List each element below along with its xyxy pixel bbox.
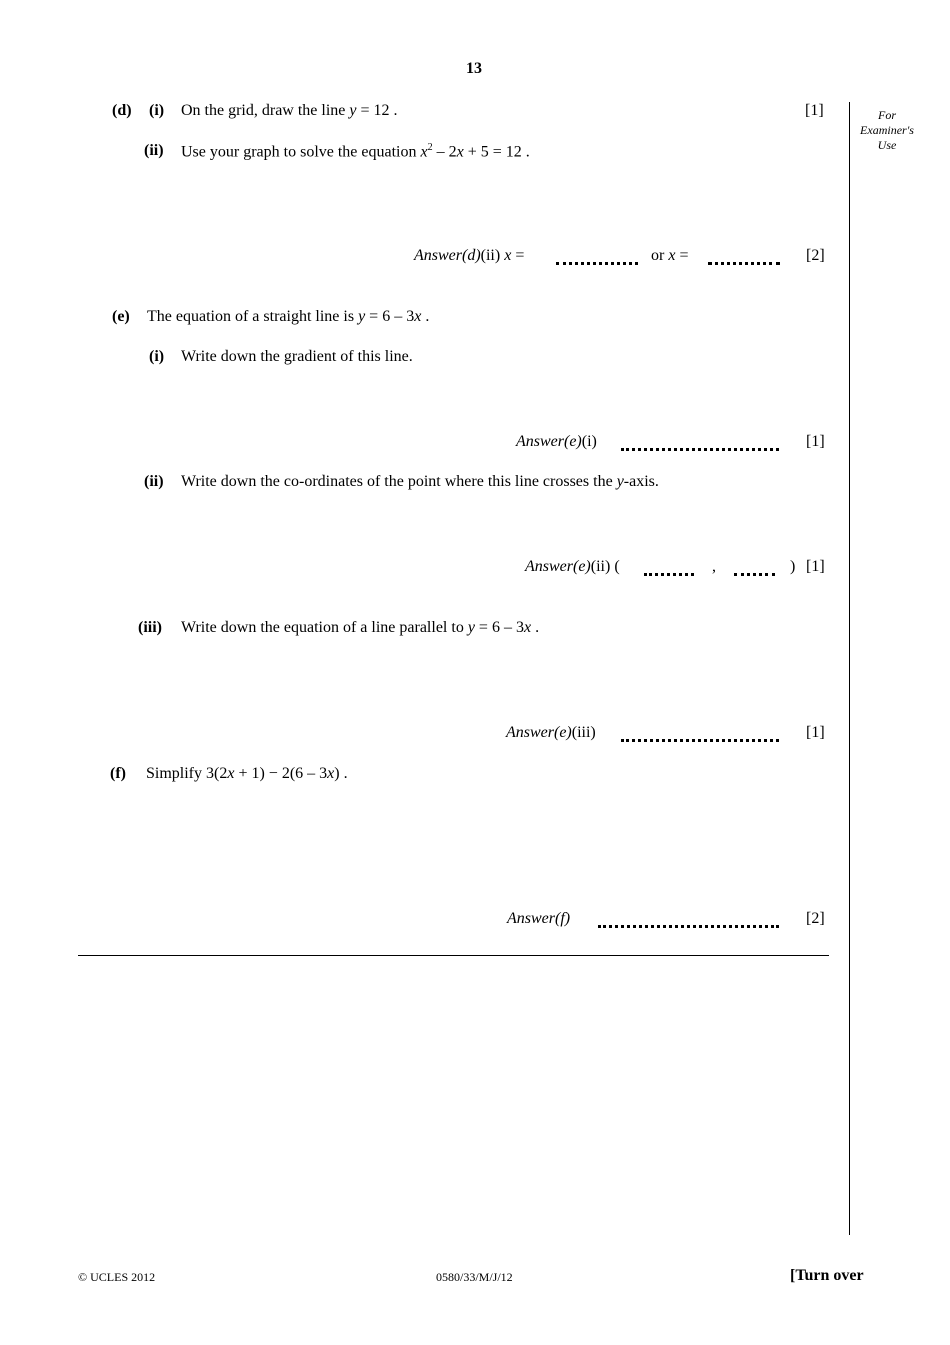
equation-text: + 5 = 12 . [463,143,530,161]
equation-text: – 2 [432,143,457,161]
footer-turn-over: [Turn over [790,1267,864,1284]
exponent: 2 [427,142,433,153]
part-e-label: (e) [112,308,130,325]
equation-text: . [531,619,540,636]
variable-x: x [414,308,422,325]
question-text: On the grid, draw the line [181,102,350,119]
part-e-i-mark: [1] [806,433,825,450]
part-d-i-mark: [1] [805,102,824,119]
answer-label: (ii) ( [590,558,620,575]
equals-sign: = [511,247,525,264]
part-e-stem [147,308,429,326]
variable-x: x [668,247,676,264]
answer-e-ii-label [525,558,620,576]
examiner-margin-rule [849,102,850,1235]
question-text: = 12 . [356,102,398,119]
equation-text: . [421,308,430,325]
answer-f-field[interactable] [598,915,779,933]
examiner-use-line-3: Use [877,138,897,152]
question-text: ) . [334,765,348,782]
equation-text: = 6 – 3 [474,619,524,636]
equation-text: = 6 – 3 [365,308,415,325]
question-text: Simplify 3(2 [146,765,228,782]
page-number: 13 [466,60,482,77]
question-text: + 1) − 2(6 – 3 [234,765,328,782]
part-f-label: (f) [110,765,126,782]
answer-label: Answer(e) [525,558,591,575]
answer-e-ii-y-field[interactable] [734,563,775,581]
question-text: Use your graph to solve the equation [181,143,421,161]
answer-d-ii-first-field[interactable] [556,252,638,270]
part-e-ii-question [181,473,659,491]
variable-x: x [327,765,335,782]
part-e-iii-label: (iii) [138,619,162,636]
part-e-ii-label: (ii) [144,473,164,490]
answer-label: (i) [581,433,597,450]
answer-e-ii-comma: , [712,558,716,575]
answer-e-ii-x-field[interactable] [644,563,694,581]
question-text: Write down the co-ordinates of the point where this line crosses the [181,473,617,490]
part-e-ii-mark: [1] [806,558,825,575]
part-e-iii-question [181,619,539,637]
variable-x: x [456,143,464,161]
part-d-i-label: (i) [149,102,165,119]
or-text: or [651,247,669,264]
examiner-use-line-2: Examiner's [860,123,914,137]
variable-x: x [227,765,235,782]
question-text: -axis. [623,473,659,490]
part-d-ii-label: (ii) [144,142,164,159]
answer-label: (ii) [480,247,505,264]
answer-e-i-field[interactable] [621,438,779,456]
answer-label: Answer(d) [414,247,481,264]
variable-x: x [504,247,512,264]
examiner-use-line-1: For [878,108,896,122]
variable-y: y [467,619,475,636]
question-text: Write down the equation of a line parallel to [181,619,468,636]
answer-d-ii-second-field[interactable] [708,252,780,270]
answer-e-iii-label [506,724,596,742]
answer-e-ii-close-paren: ) [790,558,796,575]
answer-e-i-label [516,433,597,451]
variable-y: y [349,102,357,119]
part-d-i-question [181,102,398,120]
part-f-question [146,765,348,783]
footer-copyright: © UCLES 2012 [78,1270,156,1284]
part-e-i-question: Write down the gradient of this line. [181,348,413,365]
variable-x: x [523,619,532,636]
answer-label: Answer(e) [516,433,582,450]
question-text: The equation of a straight line is [147,308,359,325]
part-d-ii-mark: [2] [806,247,825,264]
part-e-i-label: (i) [149,348,165,365]
variable-y: y [358,308,366,325]
equals-sign: = [675,247,689,264]
part-d-label: (d) [112,102,132,119]
variable-x: x [420,143,428,161]
section-divider [78,955,829,956]
answer-d-ii-label [414,247,524,265]
variable-y: y [616,473,624,490]
examiner-use-label [852,108,922,153]
part-e-iii-mark: [1] [806,724,825,741]
answer-label: Answer(e) [506,724,572,741]
answer-label: (iii) [571,724,596,741]
answer-f-label: Answer(f) [507,910,571,927]
part-f-mark: [2] [806,910,825,927]
footer-paper-code: 0580/33/M/J/12 [436,1270,513,1284]
part-d-ii-question [181,142,530,161]
answer-d-ii-or [651,247,688,265]
answer-e-iii-field[interactable] [621,729,779,747]
